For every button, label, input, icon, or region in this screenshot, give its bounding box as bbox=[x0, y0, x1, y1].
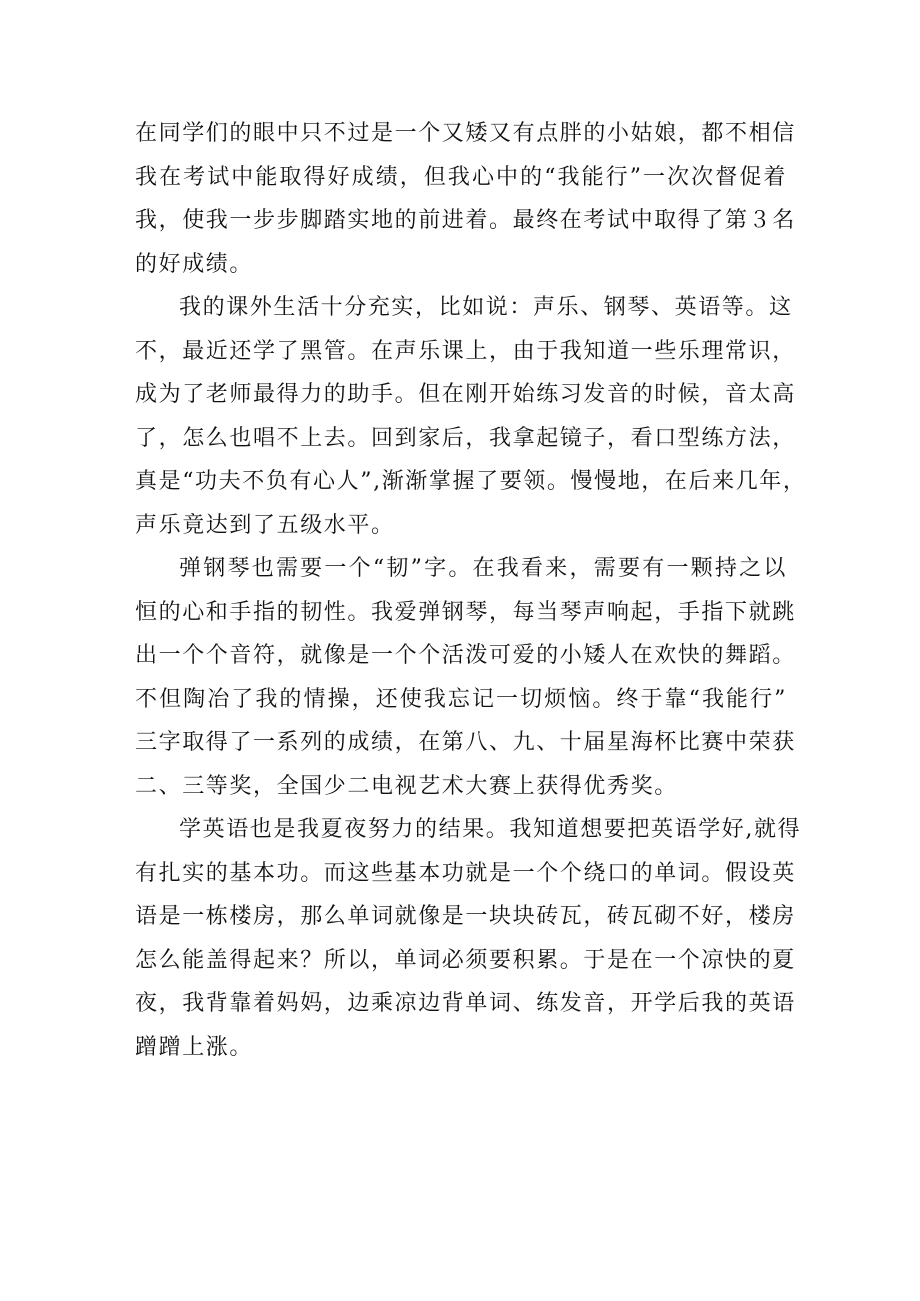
document-body bbox=[135, 112, 807, 1069]
text-line: 恒的心和手指的韧性。我爱弹钢琴，每当琴声响起，手指下就跳 bbox=[135, 599, 796, 625]
paragraph bbox=[135, 547, 796, 808]
text-line: 三字取得了一系列的成绩，在第八、九、十届星海杯比赛中荣获 bbox=[135, 730, 796, 755]
text-line: 我的课外生活十分充实，比如说：声乐、钢琴、英语等。这 bbox=[179, 295, 793, 320]
paragraph bbox=[135, 112, 796, 286]
text-line: 声乐竟达到了五级水平。 bbox=[135, 512, 395, 538]
text-line: 成为了老师最得力的助手。但在刚开始练习发音的时候，音太高 bbox=[135, 382, 796, 407]
text-line: 的好成绩。 bbox=[135, 251, 254, 277]
text-line: 弹钢琴也需要一个“韧”字。在我看来，需要有一颗持之以 bbox=[179, 556, 787, 581]
text-line: 我，使我一步步脚踏实地的前进着。最终在考试中取得了第３名 bbox=[135, 208, 796, 233]
text-line: 出一个个音符，就像是一个个活泼可爱的小矮人在欢快的舞蹈。 bbox=[135, 643, 796, 668]
text-line: 夜，我背靠着妈妈，边乘凉边背单词、练发音，开学后我的英语 bbox=[135, 991, 796, 1016]
text-line: 在同学们的眼中只不过是一个又矮又有点胖的小姑娘，都不相信 bbox=[135, 121, 796, 146]
paragraph bbox=[135, 808, 802, 1069]
text-line: 蹭蹭上涨。 bbox=[135, 1034, 254, 1060]
text-line: 学英语也是我夏夜努力的结果。我知道想要把英语学好,就得 bbox=[179, 817, 802, 842]
text-line: 有扎实的基本功。而这些基本功就是一个个绕口的单词。假设英 bbox=[135, 860, 796, 886]
text-line: 了，怎么也唱不上去。回到家后，我拿起镜子，看口型练方法， bbox=[135, 425, 796, 451]
text-line: 不，最近还学了黑管。在声乐课上，由于我知道一些乐理常识， bbox=[135, 338, 796, 364]
text-line: 我在考试中能取得好成绩，但我心中的“我能行”一次次督促着 bbox=[135, 164, 787, 190]
text-line: 语是一栋楼房，那么单词就像是一块块砖瓦，砖瓦砌不好，楼房 bbox=[135, 904, 796, 929]
text-line: 不但陶冶了我的情操，还使我忘记一切烦恼。终于靠“我能行” bbox=[135, 686, 787, 712]
paragraph bbox=[135, 286, 807, 547]
text-line: 真是“功夫不负有心人”,渐渐掌握了要领。慢慢地，在后来几年， bbox=[135, 469, 807, 494]
text-line: 二、三等奖，全国少二电视艺术大赛上获得优秀奖。 bbox=[135, 773, 678, 799]
text-line: 怎么能盖得起来？所以，单词必须要积累。于是在一个凉快的夏 bbox=[135, 947, 796, 973]
